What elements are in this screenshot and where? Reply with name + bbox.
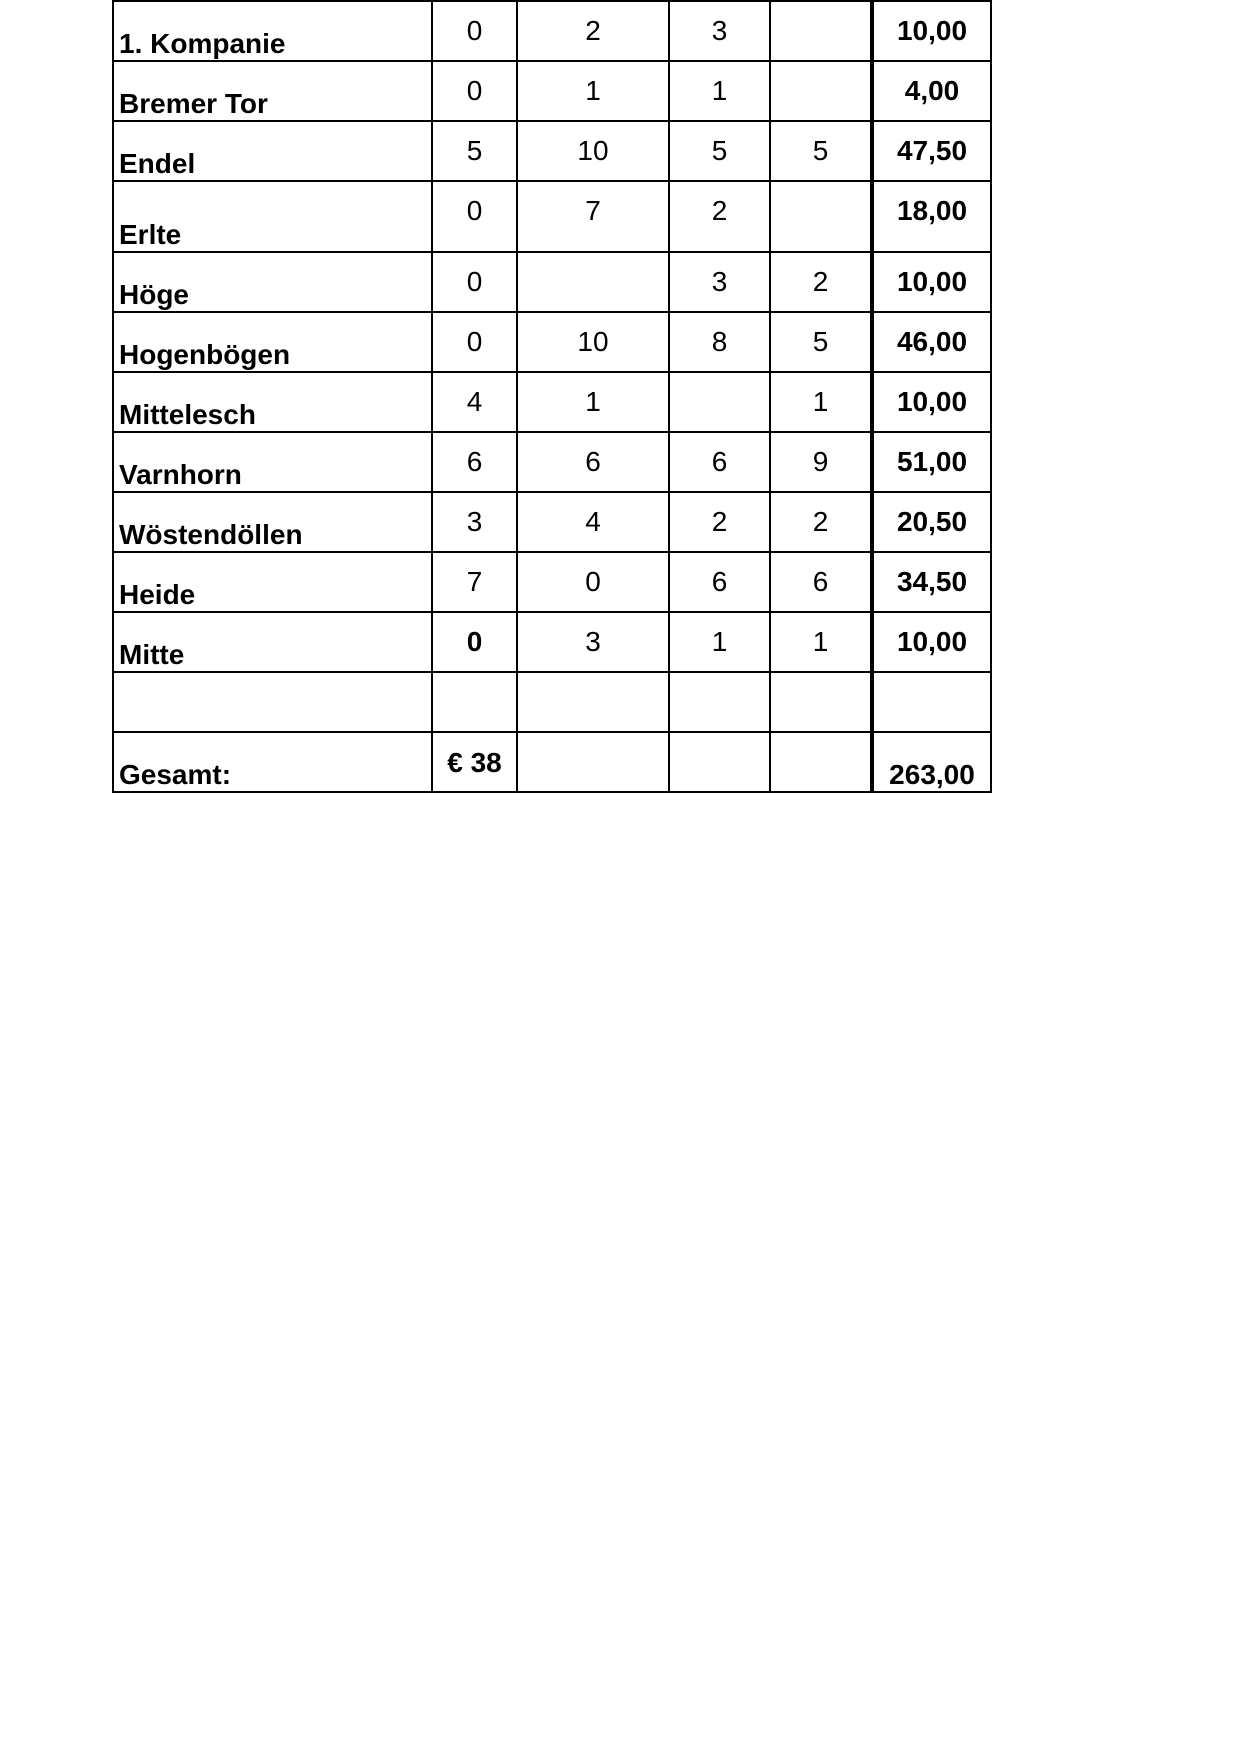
row-name: Hogenbögen xyxy=(119,339,291,370)
table-row xyxy=(113,1,991,61)
value-cell xyxy=(770,181,872,252)
row-name-cell xyxy=(113,61,432,121)
empty-cell xyxy=(770,732,872,792)
value-cell xyxy=(432,492,517,552)
value-3: 3 xyxy=(711,266,728,297)
value-cell xyxy=(770,552,872,612)
grand-total-label: Gesamt: xyxy=(119,759,232,790)
row-total xyxy=(874,673,990,688)
value-cell xyxy=(669,372,770,432)
row-name-cell xyxy=(113,432,432,492)
row-name: Höge xyxy=(119,279,189,310)
value-cell xyxy=(770,1,872,61)
value-2: 10 xyxy=(577,326,609,357)
row-name-cell xyxy=(113,552,432,612)
table-row xyxy=(113,312,991,372)
empty-cell xyxy=(669,732,770,792)
table-row xyxy=(113,612,991,672)
value-cell xyxy=(432,252,517,312)
total-cell xyxy=(872,61,991,121)
value-cell xyxy=(669,252,770,312)
value-cell xyxy=(517,492,669,552)
row-total: 34,50 xyxy=(896,566,968,597)
value-cell xyxy=(517,372,669,432)
row-name: Varnhorn xyxy=(119,459,242,490)
row-name: Mittelesch xyxy=(119,399,256,430)
table-row xyxy=(113,432,991,492)
value-1: 0 xyxy=(466,195,483,226)
row-total: 4,00 xyxy=(904,75,960,106)
row-name-cell xyxy=(113,372,432,432)
grand-total-cell xyxy=(872,732,991,792)
value-2: 3 xyxy=(585,626,601,657)
row-name-cell xyxy=(113,121,432,181)
value-3: 2 xyxy=(711,195,728,226)
row-name-cell xyxy=(113,1,432,61)
value-3: 1 xyxy=(711,626,728,657)
value-cell xyxy=(669,312,770,372)
value-1: 0 xyxy=(466,626,483,657)
value-1: 3 xyxy=(466,506,483,537)
value-cell xyxy=(770,252,872,312)
value-1: 5 xyxy=(466,135,483,166)
value-1: 7 xyxy=(466,566,483,597)
table-row xyxy=(113,252,991,312)
total-cell xyxy=(872,1,991,61)
grand-total-row xyxy=(113,732,991,792)
total-cell xyxy=(872,672,991,732)
table-row xyxy=(113,121,991,181)
value-cell xyxy=(770,492,872,552)
value-cell xyxy=(517,252,669,312)
value-4: 9 xyxy=(812,446,829,477)
value-1: 4 xyxy=(466,386,483,417)
value-cell xyxy=(432,432,517,492)
value-3: 5 xyxy=(711,135,728,166)
row-name-cell xyxy=(113,492,432,552)
value-3: 6 xyxy=(711,566,728,597)
value-cell xyxy=(770,121,872,181)
value-2: 1 xyxy=(585,75,601,106)
row-total: 51,00 xyxy=(896,446,968,477)
value-1: 0 xyxy=(466,15,483,46)
value-cell xyxy=(432,552,517,612)
value-cell xyxy=(770,61,872,121)
value-cell xyxy=(669,181,770,252)
value-3: 2 xyxy=(711,506,728,537)
row-name xyxy=(119,729,431,731)
value-cell xyxy=(432,121,517,181)
results-table xyxy=(112,0,992,793)
value-cell xyxy=(770,672,872,732)
value-cell xyxy=(517,552,669,612)
value-1: 0 xyxy=(466,326,483,357)
row-name-cell xyxy=(113,181,432,252)
row-name: Endel xyxy=(119,148,196,179)
value-2: 0 xyxy=(585,566,601,597)
grand-total-value: 263,00 xyxy=(889,759,975,790)
value-cell xyxy=(669,1,770,61)
value-cell xyxy=(517,312,669,372)
value-cell xyxy=(517,1,669,61)
value-1: 6 xyxy=(466,446,483,477)
value-4 xyxy=(771,182,870,197)
row-name: Heide xyxy=(119,579,196,610)
value-cell xyxy=(517,121,669,181)
grand-total-amount-cell xyxy=(432,732,517,792)
row-name-cell xyxy=(113,612,432,672)
row-total: 10,00 xyxy=(896,15,968,46)
value-cell xyxy=(517,181,669,252)
value-cell xyxy=(432,372,517,432)
value-4 xyxy=(771,673,870,688)
value-cell xyxy=(669,672,770,732)
value-4 xyxy=(771,62,870,77)
value-3 xyxy=(670,373,769,388)
value-2: 10 xyxy=(577,135,609,166)
empty-cell xyxy=(517,732,669,792)
value-3: 1 xyxy=(711,75,728,106)
grand-total-label-cell xyxy=(113,732,432,792)
row-name-cell xyxy=(113,312,432,372)
value-4: 1 xyxy=(812,626,829,657)
row-name: Wöstendöllen xyxy=(119,519,303,550)
total-cell xyxy=(872,432,991,492)
row-total: 10,00 xyxy=(896,626,968,657)
value-2 xyxy=(518,253,668,268)
value-2: 4 xyxy=(585,506,601,537)
value-cell xyxy=(432,1,517,61)
value-1: 0 xyxy=(466,266,483,297)
row-name: Bremer Tor xyxy=(119,88,268,119)
value-4: 6 xyxy=(812,566,829,597)
value-cell xyxy=(517,612,669,672)
value-4: 5 xyxy=(812,135,829,166)
total-cell xyxy=(872,372,991,432)
value-cell xyxy=(770,372,872,432)
value-cell xyxy=(432,61,517,121)
table-row xyxy=(113,181,991,252)
total-cell xyxy=(872,312,991,372)
value-cell xyxy=(517,672,669,732)
value-3 xyxy=(670,673,769,688)
value-cell xyxy=(517,432,669,492)
total-cell xyxy=(872,181,991,252)
value-cell xyxy=(770,312,872,372)
value-cell xyxy=(669,552,770,612)
table-row xyxy=(113,372,991,432)
value-cell xyxy=(432,312,517,372)
value-cell xyxy=(669,612,770,672)
value-cell xyxy=(669,492,770,552)
value-1 xyxy=(433,673,516,688)
row-total: 20,50 xyxy=(896,506,968,537)
row-name-cell xyxy=(113,672,432,732)
total-cell xyxy=(872,252,991,312)
value-2 xyxy=(518,673,668,688)
value-4: 1 xyxy=(812,386,829,417)
row-total: 18,00 xyxy=(896,195,968,226)
row-name: Erlte xyxy=(119,219,182,250)
total-cell xyxy=(872,121,991,181)
value-2: 1 xyxy=(585,386,601,417)
row-total: 10,00 xyxy=(896,386,968,417)
value-cell xyxy=(432,181,517,252)
table-row xyxy=(113,61,991,121)
value-2: 7 xyxy=(585,195,601,226)
value-2: 6 xyxy=(585,446,601,477)
value-4: 2 xyxy=(812,266,829,297)
table-row xyxy=(113,552,991,612)
row-name: Mitte xyxy=(119,639,185,670)
value-cell xyxy=(669,61,770,121)
row-total: 10,00 xyxy=(896,266,968,297)
row-total: 46,00 xyxy=(896,326,968,357)
value-3: 8 xyxy=(711,326,728,357)
value-cell xyxy=(432,612,517,672)
value-cell xyxy=(432,672,517,732)
total-cell xyxy=(872,612,991,672)
value-1: 0 xyxy=(466,75,483,106)
table-row-empty xyxy=(113,672,991,732)
total-cell xyxy=(872,552,991,612)
row-name: 1. Kompanie xyxy=(119,28,286,59)
table-row xyxy=(113,492,991,552)
value-3: 3 xyxy=(711,15,728,46)
grand-total-amount: € 38 xyxy=(447,747,502,778)
value-4: 2 xyxy=(812,506,829,537)
row-name-cell xyxy=(113,252,432,312)
value-4 xyxy=(771,2,870,17)
value-2: 2 xyxy=(585,15,601,46)
value-cell xyxy=(669,432,770,492)
row-total: 47,50 xyxy=(896,135,968,166)
value-cell xyxy=(770,612,872,672)
value-4: 5 xyxy=(812,326,829,357)
value-cell xyxy=(517,61,669,121)
value-cell xyxy=(669,121,770,181)
total-cell xyxy=(872,492,991,552)
value-cell xyxy=(770,432,872,492)
value-3: 6 xyxy=(711,446,728,477)
